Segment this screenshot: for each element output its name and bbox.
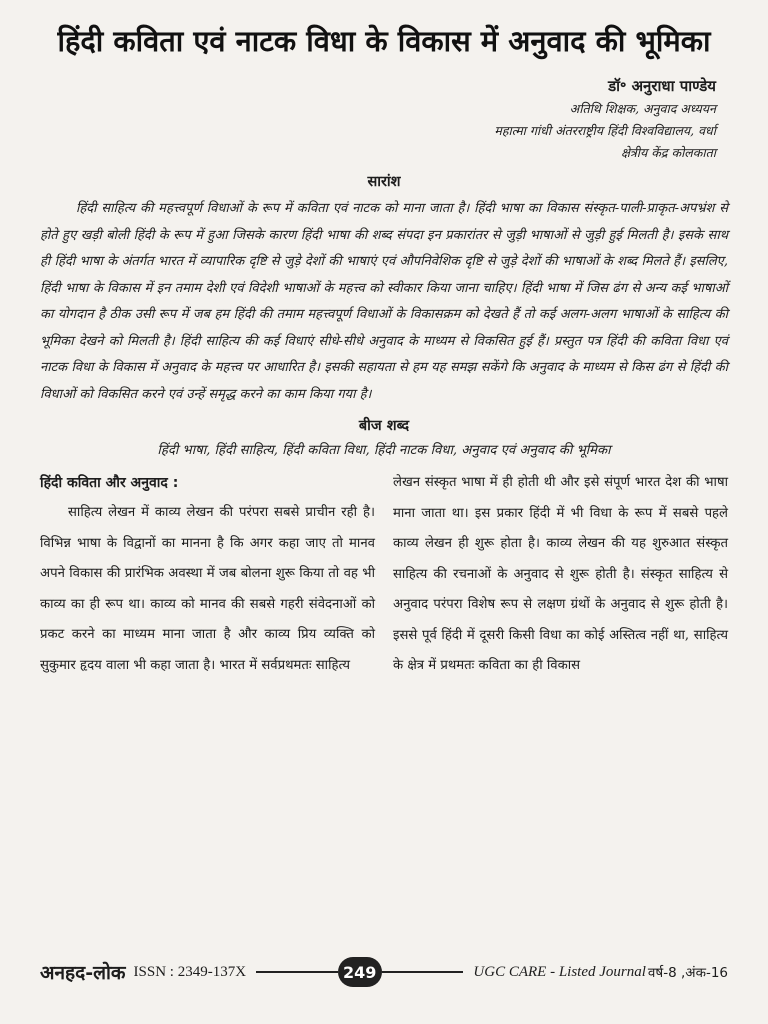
abstract-text: हिंदी साहित्य की महत्त्वपूर्ण विधाओं के रूप में कविता एवं नाटक को माना जाता है। हिंदी भाषा का विकास संस्कृत-पाली-प्राकृत-अपभ्रंश से होते हुए खड़ी बोली हिंदी के रूप में हुआ जिसके कारण हिंदी भाषा की शब्द संपदा इन प्रकारांतर से जुड़ी भाषाओं से जुड़ी हुई मिलती है। इसके साथ ही हिंदी भाषा के अंतर्गत भारत में व्यापारिक दृष्टि से जुड़े देशों की भाषाएं एवं औपनिवेशिक दृष्टि से जुड़े देशों की भाषाओं के शब्द मिलते हैं। इसलिए, हिंदी भाषा के विकास में इन तमाम देशी एवं विदेशी भाषाओं के महत्त्व को स्वीकार किया जाना चाहिए। हिंदी भाषा में जिस ढंग से अन्य कई भाषाओं का योगदान है ठीक उसी रूप में जब हम हिंदी की तमाम महत्त्वपूर्ण विधाओं के विकासक्रम को देखते हैं तो कई अलग-अलग भाषाओं के साहित्य की भूमिका देखने को मिलती है। हिंदी साहित्य की कई विधाएं सीधे-सीधे अनुवाद के माध्यम से विकसित हुई हैं। प्रस्तुत पत्र हिंदी की कविता विधा एवं नाटक विधा के विकास में अनुवाद के महत्त्व पर आधारित है। इसकी सहायता से हम यह समझ सकेंगे कि अनुवाद के माध्यम से किस ढंग से हिंदी की विधाओं को विकसित करने एवं उन्हें समृद्ध करने का काम किया गया है। bbox=[40, 201, 728, 402]
author-name: डॉ॰ अनुराधा पाण्डेय bbox=[608, 77, 716, 95]
ugc-label: UGC CARE - Listed Journal bbox=[473, 963, 646, 980]
keywords-heading: बीज शब्द bbox=[358, 418, 410, 434]
page-footer bbox=[40, 954, 728, 990]
article-title: हिंदी कविता एवं नाटक विधा के विकास में अनुवाद की भूमिका bbox=[57, 24, 711, 58]
section-heading: हिंदी कविता और अनुवाद : bbox=[40, 475, 179, 491]
footer-rule-right bbox=[382, 971, 464, 973]
left-column-text: साहित्य लेखन में काव्य लेखन की परंपरा सबसे प्राचीन रही है। विभिन्न भाषा के विद्वानों का मानना है कि अगर कहा जाए तो मानव अपने विकास की प्रारंभिक अवस्था में जब बोलना शुरू किया तो वह भी काव्य का ही रूप था। काव्य को मानव की सबसे गहरी संवेदनाओं को प्रकट करने का माध्यम माना जाता है और काव्य प्रिय व्यक्ति को सुकुमार हृदय वाला भी कहा जाता है। भारत में सर्वप्रथमतः साहित्य bbox=[40, 505, 375, 673]
abstract-heading: सारांश bbox=[367, 174, 401, 190]
body-columns bbox=[40, 468, 728, 682]
right-column bbox=[393, 468, 728, 682]
page-number-badge: 249 bbox=[338, 957, 382, 987]
keywords-text: हिंदी भाषा, हिंदी साहित्य, हिंदी कविता विधा, हिंदी नाटक विधा, अनुवाद एवं अनुवाद की भूमिका bbox=[157, 443, 611, 458]
affiliation-line: महात्मा गांधी अंतरराष्ट्रीय हिंदी विश्वविद्यालय, वर्धा bbox=[494, 123, 716, 138]
volume-issue: वर्ष-8 ,अंक-16 bbox=[647, 965, 729, 981]
right-column-text: लेखन संस्कृत भाषा में ही होती थी और इसे संपूर्ण भारत देश की भाषा माना जाता था। इस प्रकार हिंदी में भी विधा के रूप में सबसे पहले काव्य लेखन ही शुरू होता है। काव्य लेखन की यह शुरुआत संस्कृत साहित्य की रचनाओं के अनुवाद से शुरू होती है। संस्कृत साहित्य से अनुवाद परंपरा विशेष रूप से लक्षण ग्रंथों के अनुवाद से शुरू होती है। इससे पूर्व हिंदी में दूसरी किसी विधा का कोई अस्तित्व नहीं था, साहित्य के क्षेत्र में प्रथमतः कविता का ही विकास bbox=[393, 475, 728, 673]
footer-rule-left bbox=[256, 971, 338, 973]
author-block bbox=[40, 74, 728, 164]
journal-name: अनहद-लोक bbox=[40, 962, 126, 984]
affiliation-line: अतिथि शिक्षक, अनुवाद अध्ययन bbox=[569, 101, 716, 116]
left-column bbox=[40, 468, 375, 682]
affiliation-line: क्षेत्रीय केंद्र कोलकाता bbox=[620, 145, 716, 160]
issn-label: ISSN : 2349-137X bbox=[133, 963, 247, 980]
